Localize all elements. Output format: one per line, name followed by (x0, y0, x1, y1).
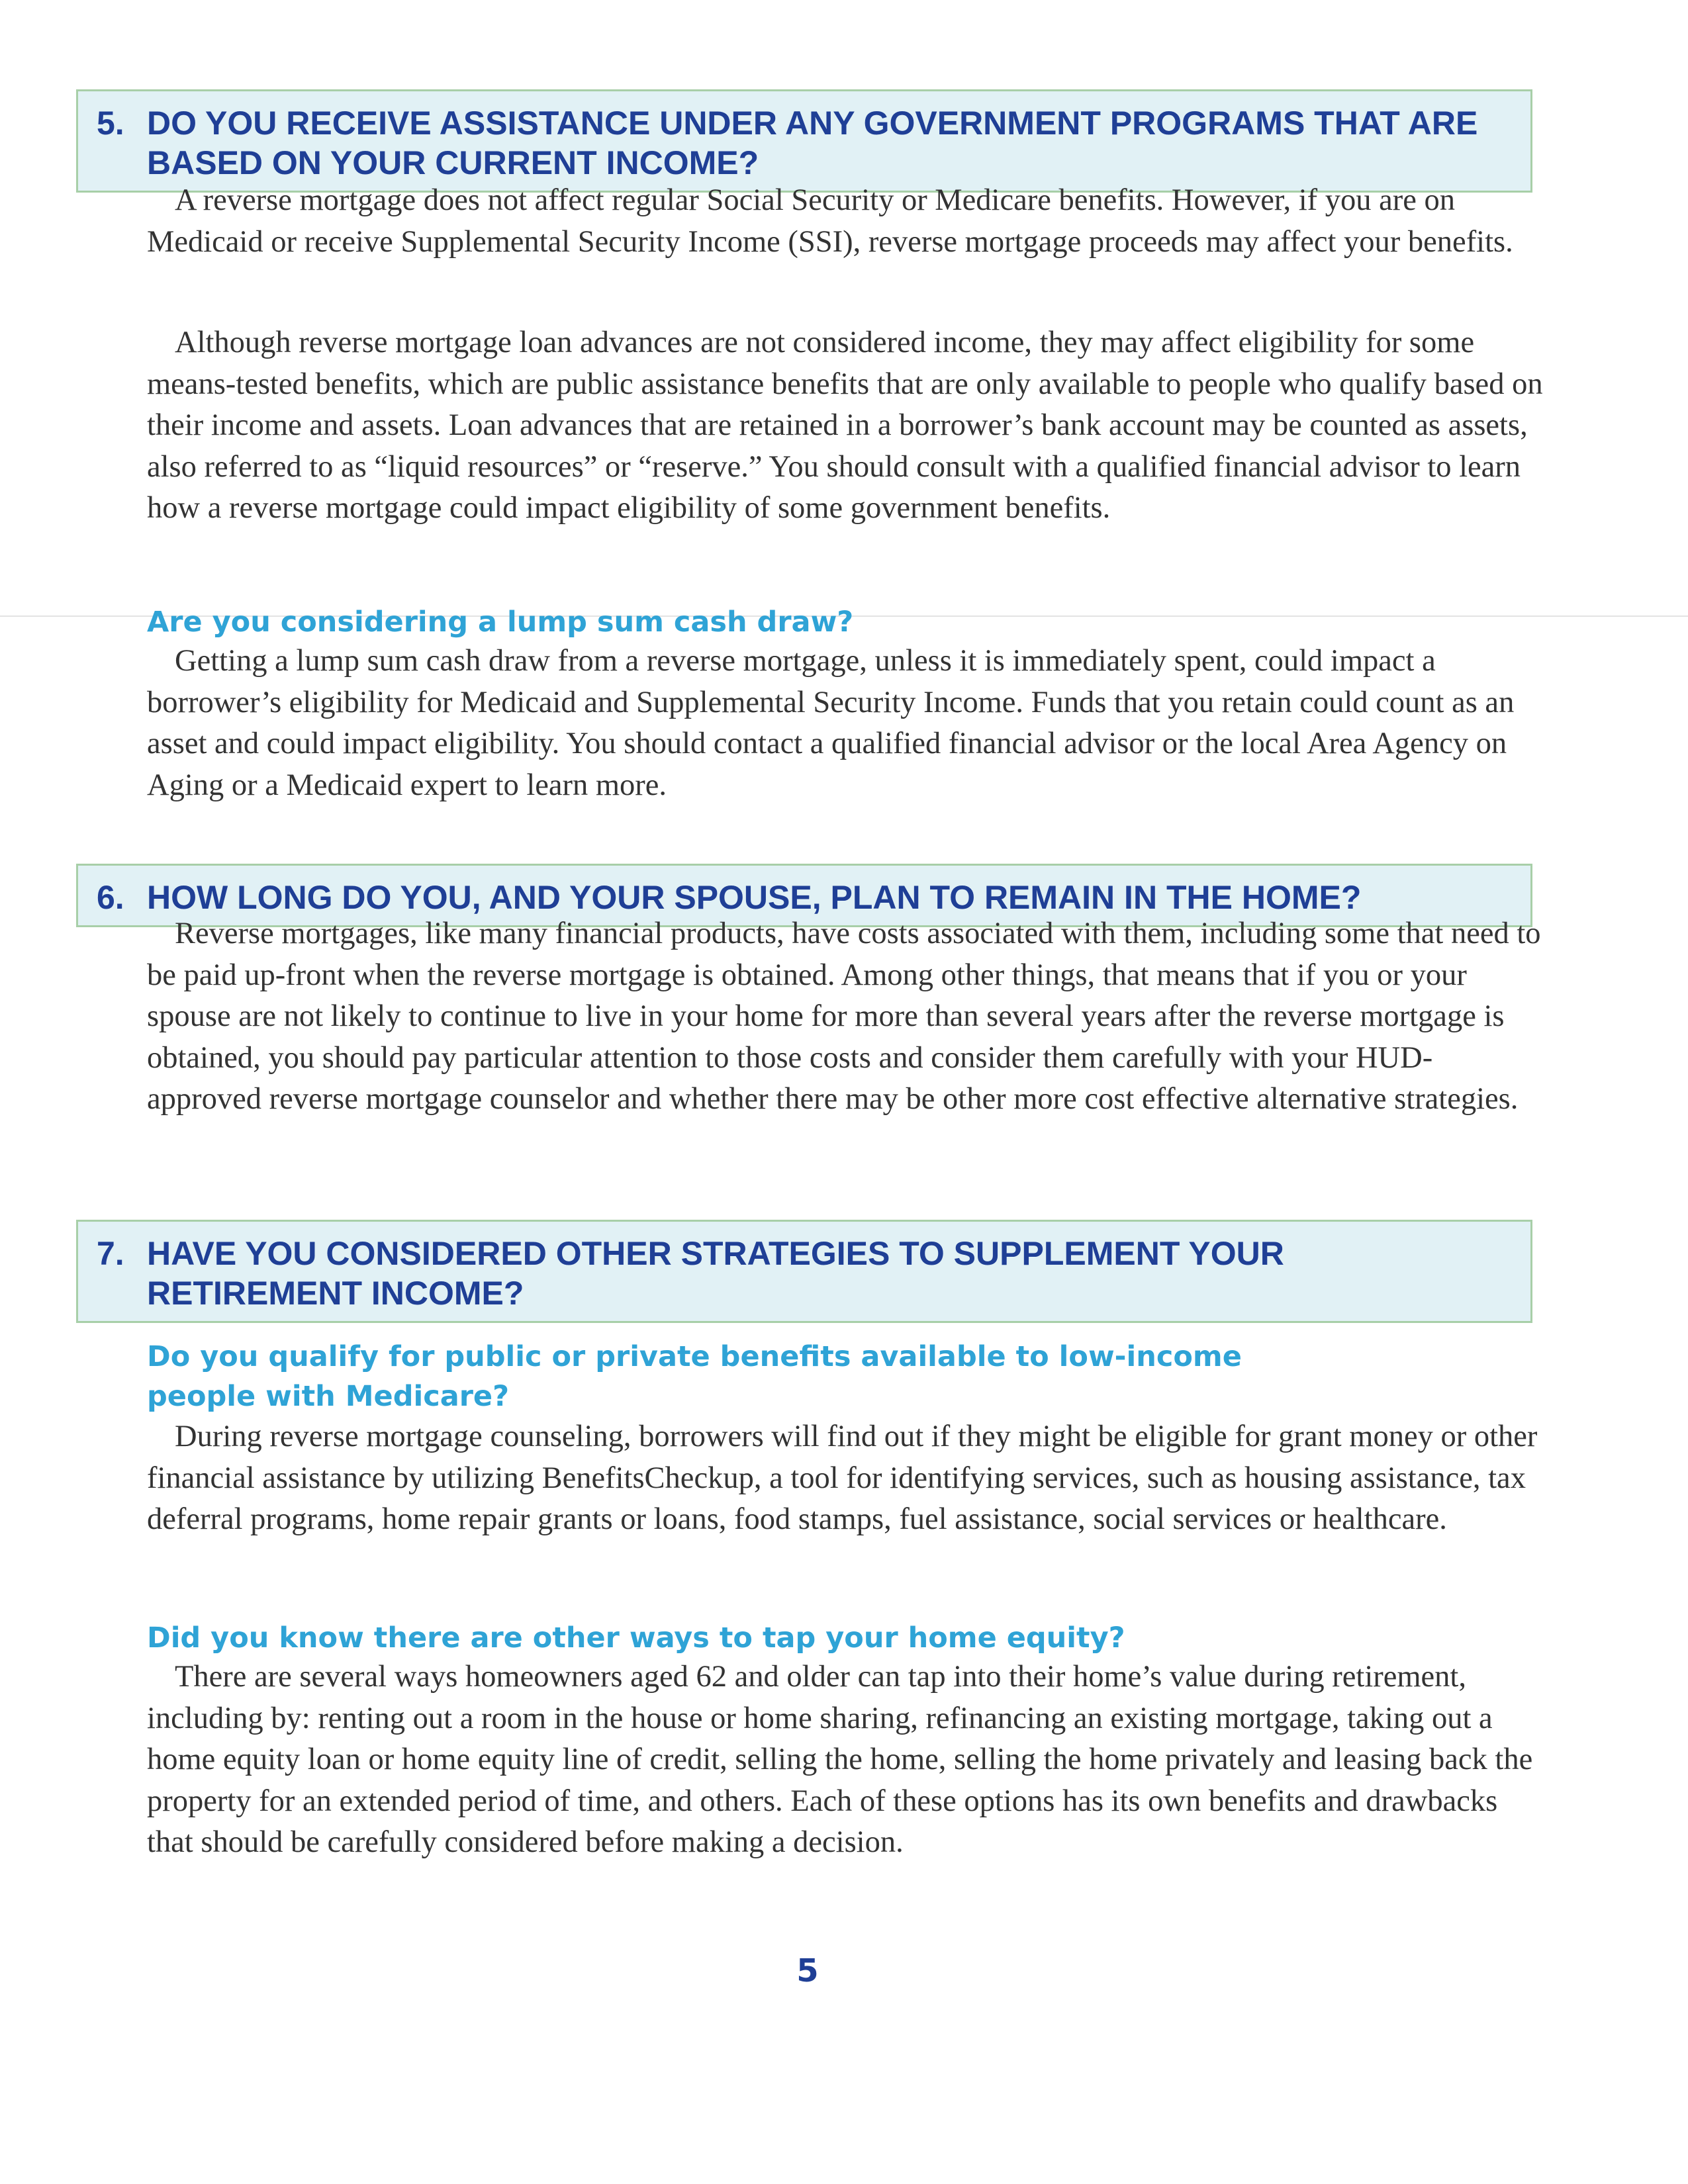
section-5-paragraph-1: A reverse mortgage does not affect regular Social Security or Medicare benefits. However, if you are on Medicaid or receive Supplemental Security Income (SSI), reverse mortgage proceeds may affect your benefits. (147, 183, 1513, 259)
section-7-heading (76, 1220, 1532, 1323)
section-6-title-line1: HOW LONG DO YOU, AND YOUR SPOUSE, PLAN TO REMAIN IN THE HOME? (147, 879, 1362, 916)
section-7-paragraph-2: There are several ways homeowners aged 62 and older can tap into their home’s value during retirement, including by: renting out a room in the house or home sharing, refinancing an existing mortgage, taking out a home equity loan or home equity line of credit, selling the home, selling the home privately and leasing back the property for an extended period of time, and others. Each of these options has its own benefits and drawbacks that should be carefully considered before making a decision. (147, 1660, 1533, 1859)
section-5-heading (76, 89, 1532, 193)
section-5-number: 5. (97, 105, 124, 142)
section-5-title-line1: DO YOU RECEIVE ASSISTANCE UNDER ANY GOVERNMENT PROGRAMS THAT ARE (147, 105, 1478, 142)
section-7-title-line1: HAVE YOU CONSIDERED OTHER STRATEGIES TO SUPPLEMENT YOUR (147, 1235, 1284, 1272)
section-5-paragraph-2: Although reverse mortgage loan advances are not considered income, they may affect eligibility for some means-tested benefits, which are public assistance benefits that are only available to people who qualify based on their income and assets. Loan advances that are retained in a borrower’s bank account may be counted as assets, also referred to as “liquid resources” or “reserve.” You should consult with a qualified financial advisor to learn how a reverse mortgage could impact eligibility of some government benefits. (147, 326, 1543, 525)
section-7-subheading-2: Did you know there are other ways to tap your home equity? (147, 1621, 1125, 1655)
section-7-title-line2: RETIREMENT INCOME? (147, 1275, 524, 1312)
section-6-number: 6. (97, 879, 124, 916)
section-7-subheading-1: Do you qualify for public or private benefits available to low-income people with Medicare? (147, 1340, 1242, 1413)
page-number: 5 (796, 1952, 819, 1989)
section-5-subheading: Are you considering a lump sum cash draw? (147, 606, 854, 639)
section-5-paragraph-3: Getting a lump sum cash draw from a reverse mortgage, unless it is immediately spent, could impact a borrower’s eligibility for Medicaid and Supplemental Security Income. Funds that you retain could count as an asset and could impact eligibility. You should contact a qualified financial advisor or the local Area Agency on Aging or a Medicaid expert to learn more. (147, 644, 1515, 802)
section-6-paragraph-1: Reverse mortgages, like many financial products, have costs associated with them, including some that need to be paid up-front when the reverse mortgage is obtained. Among other things, that means that if you or your spouse are not likely to continue to live in your home for more than several years after the reverse mortgage is obtained, you should pay particular attention to those costs and consider them carefully with your HUD-approved reverse mortgage counselor and whether there may be other more cost effective alternative strategies. (147, 917, 1541, 1116)
section-5-title-line2: BASED ON YOUR CURRENT INCOME? (147, 144, 759, 181)
section-7-paragraph-1: During reverse mortgage counseling, borrowers will find out if they might be eligible for grant money or other financial assistance by utilizing BenefitsCheckup, a tool for identifying services, such as housing assistance, tax deferral programs, home repair grants or loans, food stamps, fuel assistance, social services or healthcare. (147, 1420, 1538, 1536)
section-7-number: 7. (97, 1235, 124, 1272)
